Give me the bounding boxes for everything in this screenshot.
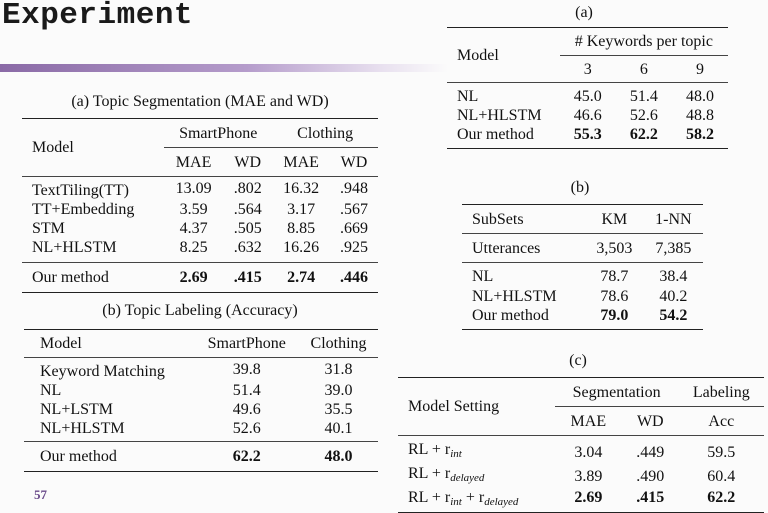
cell: 4.37 [179, 220, 208, 237]
cell: 2.74 [287, 268, 316, 286]
row-label: NL+HLSTM [457, 107, 542, 124]
model-header: Model [40, 335, 82, 352]
model-header: Model [457, 46, 499, 64]
cell: 40.2 [659, 287, 688, 305]
table-caption-topic-labeling: (b) Topic Labeling (Accuracy) [102, 302, 298, 319]
row-label: Utterances [472, 239, 541, 257]
cell: 31.8 [324, 361, 353, 378]
cell: .802 [233, 180, 262, 197]
cell: 2.69 [179, 268, 208, 286]
cell: 46.6 [573, 107, 602, 124]
keywords-per-topic-table [447, 27, 728, 149]
table-caption-c: (c) [569, 352, 587, 369]
table-row [22, 200, 378, 219]
row-label: TT+Embedding [32, 201, 135, 218]
col-header: 3 [583, 60, 592, 78]
cell: .415 [636, 489, 665, 506]
cell: 45.0 [573, 88, 602, 105]
cell: .505 [233, 220, 262, 237]
cell: 16.32 [283, 180, 320, 197]
topic-segmentation-table [22, 118, 378, 293]
page-number: 57 [34, 487, 47, 502]
row-label: NL+HLSTM [472, 287, 557, 305]
cell: 54.2 [659, 307, 688, 324]
cell: 40.1 [324, 420, 353, 437]
cell: .925 [339, 239, 368, 256]
cell: .567 [339, 201, 368, 218]
cell: 59.5 [707, 443, 736, 461]
row-label: Our method [457, 126, 534, 143]
cell: 58.2 [685, 126, 714, 143]
table-row-ours [462, 306, 703, 329]
cell: 51.4 [629, 88, 658, 105]
row-label: Our method [32, 268, 109, 286]
row-label: Keyword Matching [40, 363, 165, 380]
table-row-ours [22, 262, 378, 292]
group-header-labeling: Labeling [679, 378, 764, 407]
table-row [398, 436, 764, 465]
col-header: SmartPhone [207, 335, 286, 352]
row-label: TextTiling(TT) [32, 182, 129, 199]
table-row [22, 238, 378, 262]
cell: 7,385 [655, 239, 692, 257]
table-row-ours [447, 125, 728, 148]
cell: .669 [339, 220, 368, 237]
table-row [447, 83, 728, 107]
cell: .948 [339, 180, 368, 197]
col-header: Clothing [310, 335, 367, 352]
cell: 51.4 [232, 382, 261, 399]
cell: .632 [233, 239, 262, 256]
col-header: 1-NN [655, 210, 692, 228]
cell: .564 [233, 201, 262, 218]
cell: .490 [636, 467, 665, 485]
table-row [462, 286, 703, 306]
col-header: SubSets [472, 210, 524, 228]
metric-header: MAE [570, 412, 607, 430]
cell: 79.0 [600, 307, 629, 324]
table-row-ours [24, 441, 378, 471]
table-row [24, 381, 378, 400]
cell: 3.17 [287, 201, 316, 218]
cell: 2.69 [574, 489, 603, 506]
table-row-utterances [462, 234, 703, 263]
cell: 3.89 [574, 467, 603, 485]
cell: 52.6 [629, 107, 658, 124]
table-row [24, 400, 378, 419]
table-caption-a: (a) [575, 4, 593, 21]
row-label: NL [40, 382, 62, 399]
table-row [24, 419, 378, 441]
setting-header: Model Setting [408, 398, 500, 415]
group-header-keywords: # Keywords per topic [560, 28, 728, 56]
cell: 48.8 [685, 107, 714, 124]
row-label: RL + $r_{delayed}$ [408, 465, 485, 484]
row-label: RL + $r_{int}$ [408, 441, 462, 460]
cell: 62.2 [629, 126, 658, 143]
table-row [24, 358, 378, 382]
table-row [447, 106, 728, 125]
group-header-smartphone: SmartPhone [164, 119, 272, 148]
group-header-segmentation: Segmentation [555, 378, 679, 407]
cell: 62.2 [707, 489, 736, 506]
cell: 16.26 [283, 239, 320, 256]
row-label: RL + $r_{int} + r_{delayed}$ [408, 489, 519, 508]
cell: 48.0 [685, 88, 714, 105]
model-setting-table [398, 377, 764, 513]
col-header: 6 [639, 60, 648, 78]
row-label: NL [472, 268, 494, 285]
cell: .449 [636, 443, 665, 461]
row-label: NL+HLSTM [40, 420, 125, 437]
row-label: NL [457, 88, 479, 105]
row-label: Our method [472, 307, 549, 324]
cell: 8.25 [179, 239, 208, 256]
metric-header: WD [340, 153, 368, 171]
model-header: Model [32, 139, 74, 156]
cell: 39.8 [232, 361, 261, 378]
row-label: STM [32, 220, 65, 237]
table-row-ours [398, 488, 764, 513]
group-header-clothing: Clothing [272, 119, 378, 148]
table-caption-b: (b) [570, 179, 590, 196]
slide-title: Experiment [2, 0, 194, 33]
col-header: KM [601, 210, 628, 228]
table-row [462, 263, 703, 287]
cell: 35.5 [324, 401, 353, 418]
cell: .446 [339, 268, 368, 286]
cell: 38.4 [659, 268, 688, 285]
metric-header: MAE [283, 153, 319, 171]
cell: 78.6 [600, 287, 629, 305]
cell: 3.59 [179, 201, 208, 218]
table-row [22, 177, 378, 201]
cell: 60.4 [707, 467, 736, 485]
table-row [398, 464, 764, 488]
cell: 55.3 [573, 126, 602, 143]
cell: 48.0 [324, 447, 353, 465]
table-caption-topic-segmentation: (a) Topic Segmentation (MAE and WD) [71, 93, 329, 110]
row-label: NL+HLSTM [32, 239, 117, 256]
metric-header: WD [636, 412, 664, 430]
title-underline-bar [0, 64, 448, 72]
cell: 3,503 [596, 239, 633, 257]
cell: 13.09 [175, 180, 212, 197]
table-row [22, 219, 378, 238]
cell: 8.85 [287, 220, 316, 237]
col-header: 9 [695, 60, 704, 78]
cell: 39.0 [324, 382, 353, 399]
metric-header: MAE [175, 153, 212, 171]
cell: .415 [233, 268, 262, 286]
cell: 78.7 [600, 268, 629, 285]
row-label: NL+LSTM [40, 401, 114, 418]
subsets-table [462, 204, 703, 330]
cell: 3.04 [574, 443, 603, 461]
cell: 49.6 [232, 401, 261, 418]
cell: 52.6 [232, 420, 261, 437]
row-label: Our method [40, 447, 117, 465]
topic-labeling-table [24, 329, 378, 472]
metric-header: Acc [708, 412, 735, 430]
cell: 62.2 [232, 447, 261, 465]
metric-header: WD [234, 153, 262, 171]
